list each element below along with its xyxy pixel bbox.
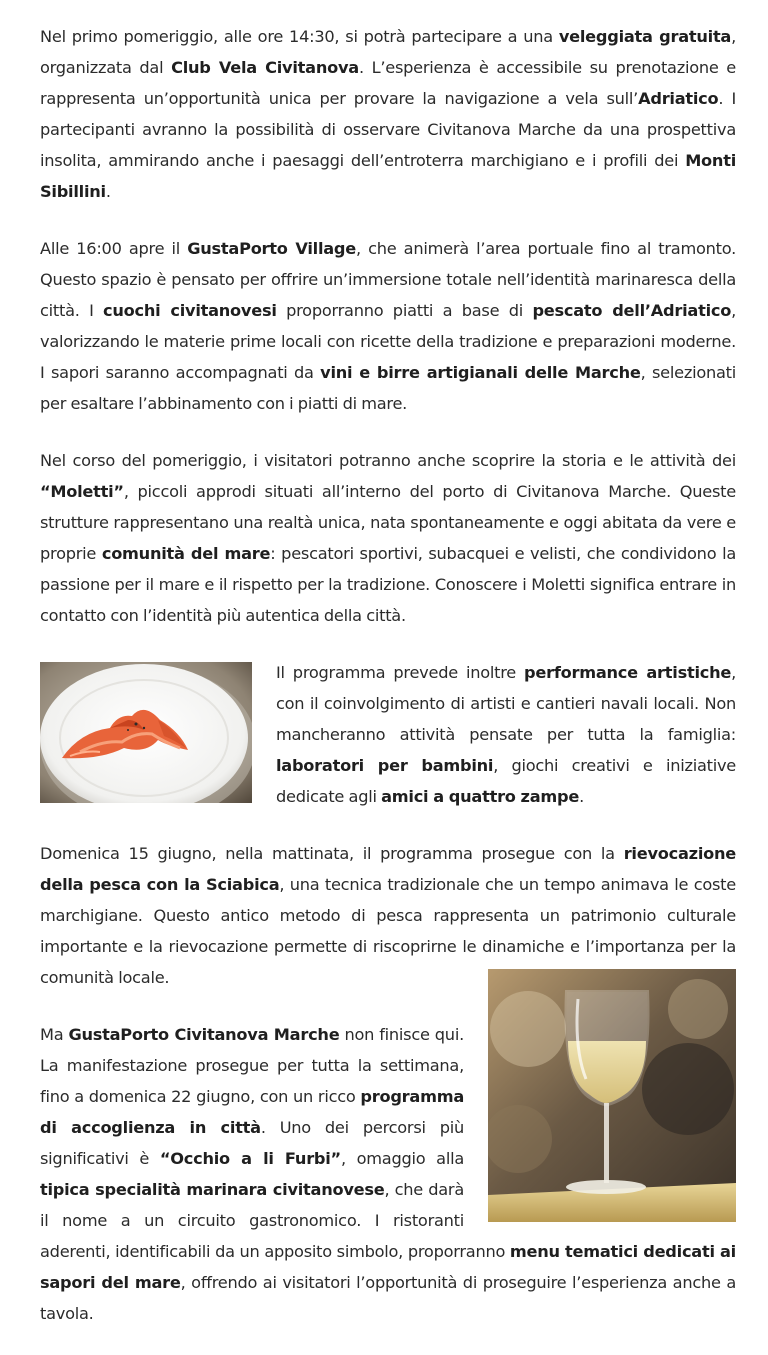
text-run: : pescatori sportivi, subacquei e velisti, che condividono la passione per il mare e il rispetto per la tradizione. Conoscere i Moletti significa entrare in contatto con l’identità più autentica della città. <box>40 544 736 625</box>
text-run: , omaggio alla <box>340 1149 464 1168</box>
text-run: , organizzata dal <box>40 27 737 77</box>
text-run: , selezionati per esaltare l’abbinamento con i piatti di mare. <box>40 363 736 413</box>
bold-cuochi: cuochi civitanovesi <box>103 301 277 320</box>
paragraph-veleggiata <box>40 21 736 207</box>
text-run: . I partecipanti avranno la possibilità di osservare Civitanova Marche da una prospettiva insolita, ammirando anche i paesaggi dell’entroterra marchigiano e i profili dei <box>40 89 736 170</box>
text-run: Nel corso del pomeriggio, i visitatori potranno anche scoprire la storia e le attività dei <box>40 451 736 470</box>
text-run: , che animerà l’area portuale fino al tramonto. Questo spazio è pensato per offrire un’immersione totale nell’identità marinaresca della città. I <box>40 239 736 320</box>
bold-laboratori: laboratori per bambini <box>276 756 494 775</box>
bold-pescato: pescato dell’Adriatico <box>532 301 732 320</box>
text-run: non finisce qui. La manifestazione prosegue per tutta la settimana, fino a domenica 22 giugno, con un ricco <box>40 1025 464 1106</box>
paragraph-village <box>40 233 736 419</box>
white-wine-glass-photo <box>488 969 736 1222</box>
text-run: . L’esperienza è accessibile su prenotazione e rappresenta un’opportunità unica per provare la navigazione a vela sull’ <box>40 58 737 108</box>
text-run: Domenica 15 giugno, nella mattinata, il programma prosegue con la <box>40 844 624 863</box>
bold-moletti: “Moletti” <box>40 482 124 501</box>
text-run: . Uno dei percorsi più significativi è <box>40 1118 464 1168</box>
text-run: , una tecnica tradizionale che un tempo animava le coste marchigiane. Questo antico metodo di pesca rappresenta un patrimonio culturale importante e la rievocazione permette di riscoprirne le dinamiche e l’importanza per la comunità locale. <box>40 875 736 987</box>
wine-glass-icon <box>488 969 736 1222</box>
bold-club-vela: Club Vela Civitanova <box>171 58 359 77</box>
text-run: Alle 16:00 apre il <box>40 239 188 258</box>
fish-plate-icon <box>40 662 252 803</box>
bold-performance: performance artistiche <box>524 663 732 682</box>
text-run: proporranno piatti a base di <box>276 301 533 320</box>
bold-occhio-furbi: “Occhio a li Furbi” <box>159 1149 341 1168</box>
text-run: , che darà il nome a un circuito gastronomico. I ristoranti aderenti, identificabili da un apposito simbolo, proporranno <box>40 1180 510 1261</box>
text-run: , valorizzando le materie prime locali con ricette della tradizione e preparazioni moderne. I sapori saranno accompagnati da <box>40 301 736 382</box>
text-run: . <box>105 182 111 201</box>
bold-gustaporto-civitanova: GustaPorto Civitanova Marche <box>68 1025 340 1044</box>
text-run: . <box>579 787 584 806</box>
bold-gustaporto-village: GustaPorto Village <box>187 239 356 258</box>
bold-programma-accoglienza: programma di accoglienza in città <box>40 1087 464 1137</box>
text-run: Nel primo pomeriggio, alle ore 14:30, si potrà partecipare a una <box>40 27 559 46</box>
bold-comunita-mare: comunità del mare <box>101 544 271 563</box>
smoked-fish-plate-photo <box>40 662 252 803</box>
text-run: , piccoli approdi situati all’interno del porto di Civitanova Marche. Queste strutture rappresentano una realtà unica, nata spontaneamente e oggi abitata da vere e proprie <box>40 482 736 563</box>
bold-vini-birre: vini e birre artigianali delle Marche <box>320 363 641 382</box>
bold-adriatico: Adriatico <box>638 89 719 108</box>
text-run: , offrendo ai visitatori l’opportunità di proseguire l’esperienza anche a tavola. <box>40 1273 737 1323</box>
article-body <box>40 21 736 1355</box>
bold-monti-sibillini: Monti Sibillini <box>40 151 736 201</box>
paragraph-moletti <box>40 445 736 631</box>
bold-sciabica: rievocazione della pesca con la Sciabica <box>40 844 736 894</box>
bold-menu-tematici: menu tematici dedicati ai sapori del mare <box>40 1242 736 1292</box>
text-run: , con il coinvolgimento di artisti e cantieri navali locali. Non mancheranno attività pensate per tutta la famiglia: <box>276 663 736 744</box>
text-run: Ma <box>40 1025 69 1044</box>
text-run: , giochi creativi e iniziative dedicate agli <box>276 756 736 806</box>
bold-specialita: tipica specialità marinara civitanovese <box>40 1180 385 1199</box>
text-run: Il programma prevede inoltre <box>276 663 525 682</box>
bold-veleggiata-gratuita: veleggiata gratuita <box>558 27 732 46</box>
bold-amici-zampe: amici a quattro zampe <box>381 787 580 806</box>
